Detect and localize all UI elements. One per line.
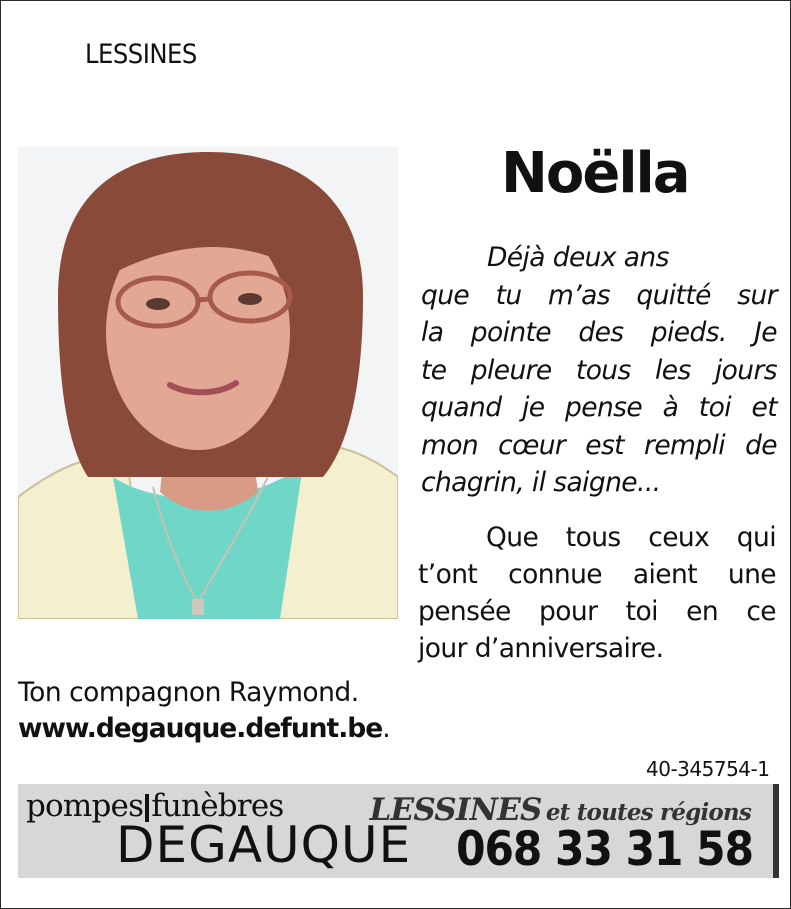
- reference-number: 40-345754-1: [646, 757, 770, 781]
- poem-line: te pleure tous les jours: [421, 354, 777, 386]
- poem-line: quand je pense à toi et: [421, 392, 777, 423]
- poem-line: pensée pour toi en ce: [418, 596, 776, 627]
- town-heading: LESSINES: [85, 39, 197, 70]
- poem-stanza-2: [418, 519, 776, 667]
- website-suffix: .: [382, 713, 390, 744]
- signature: Ton compagnon Raymond.: [18, 677, 359, 708]
- funebres-text: funèbres: [151, 788, 284, 824]
- website-link[interactable]: www.degauque.defunt.be: [18, 713, 383, 744]
- funeral-home-brand: DEGAUQUE: [116, 816, 412, 874]
- poem-line: chagrin, il saigne...: [421, 467, 661, 498]
- website-line: [18, 713, 390, 744]
- poem-line: t’ont connue aient une: [418, 559, 776, 590]
- region-rest: et toutes régions: [545, 799, 751, 826]
- portrait-icon: [18, 147, 398, 619]
- poem-line: que tu m’as quitté sur: [421, 279, 777, 311]
- poem-stanza-1: [421, 239, 777, 502]
- poem-line: jour d’anniversaire.: [418, 633, 664, 664]
- portrait-photo: [18, 147, 398, 619]
- poem-line: mon cœur est rempli de: [421, 429, 777, 461]
- poem-line: Déjà deux ans: [487, 242, 669, 273]
- poem-line: Que tous ceux qui: [486, 522, 776, 553]
- pompes-text: pompes: [26, 788, 144, 824]
- deceased-name: Noëlla: [501, 141, 689, 206]
- phone-number[interactable]: 068 33 31 58: [456, 822, 753, 877]
- poem-line: la pointe des pieds. Je: [421, 317, 777, 348]
- funeral-home-banner: [18, 784, 779, 878]
- region-main: LESSINES: [369, 792, 542, 828]
